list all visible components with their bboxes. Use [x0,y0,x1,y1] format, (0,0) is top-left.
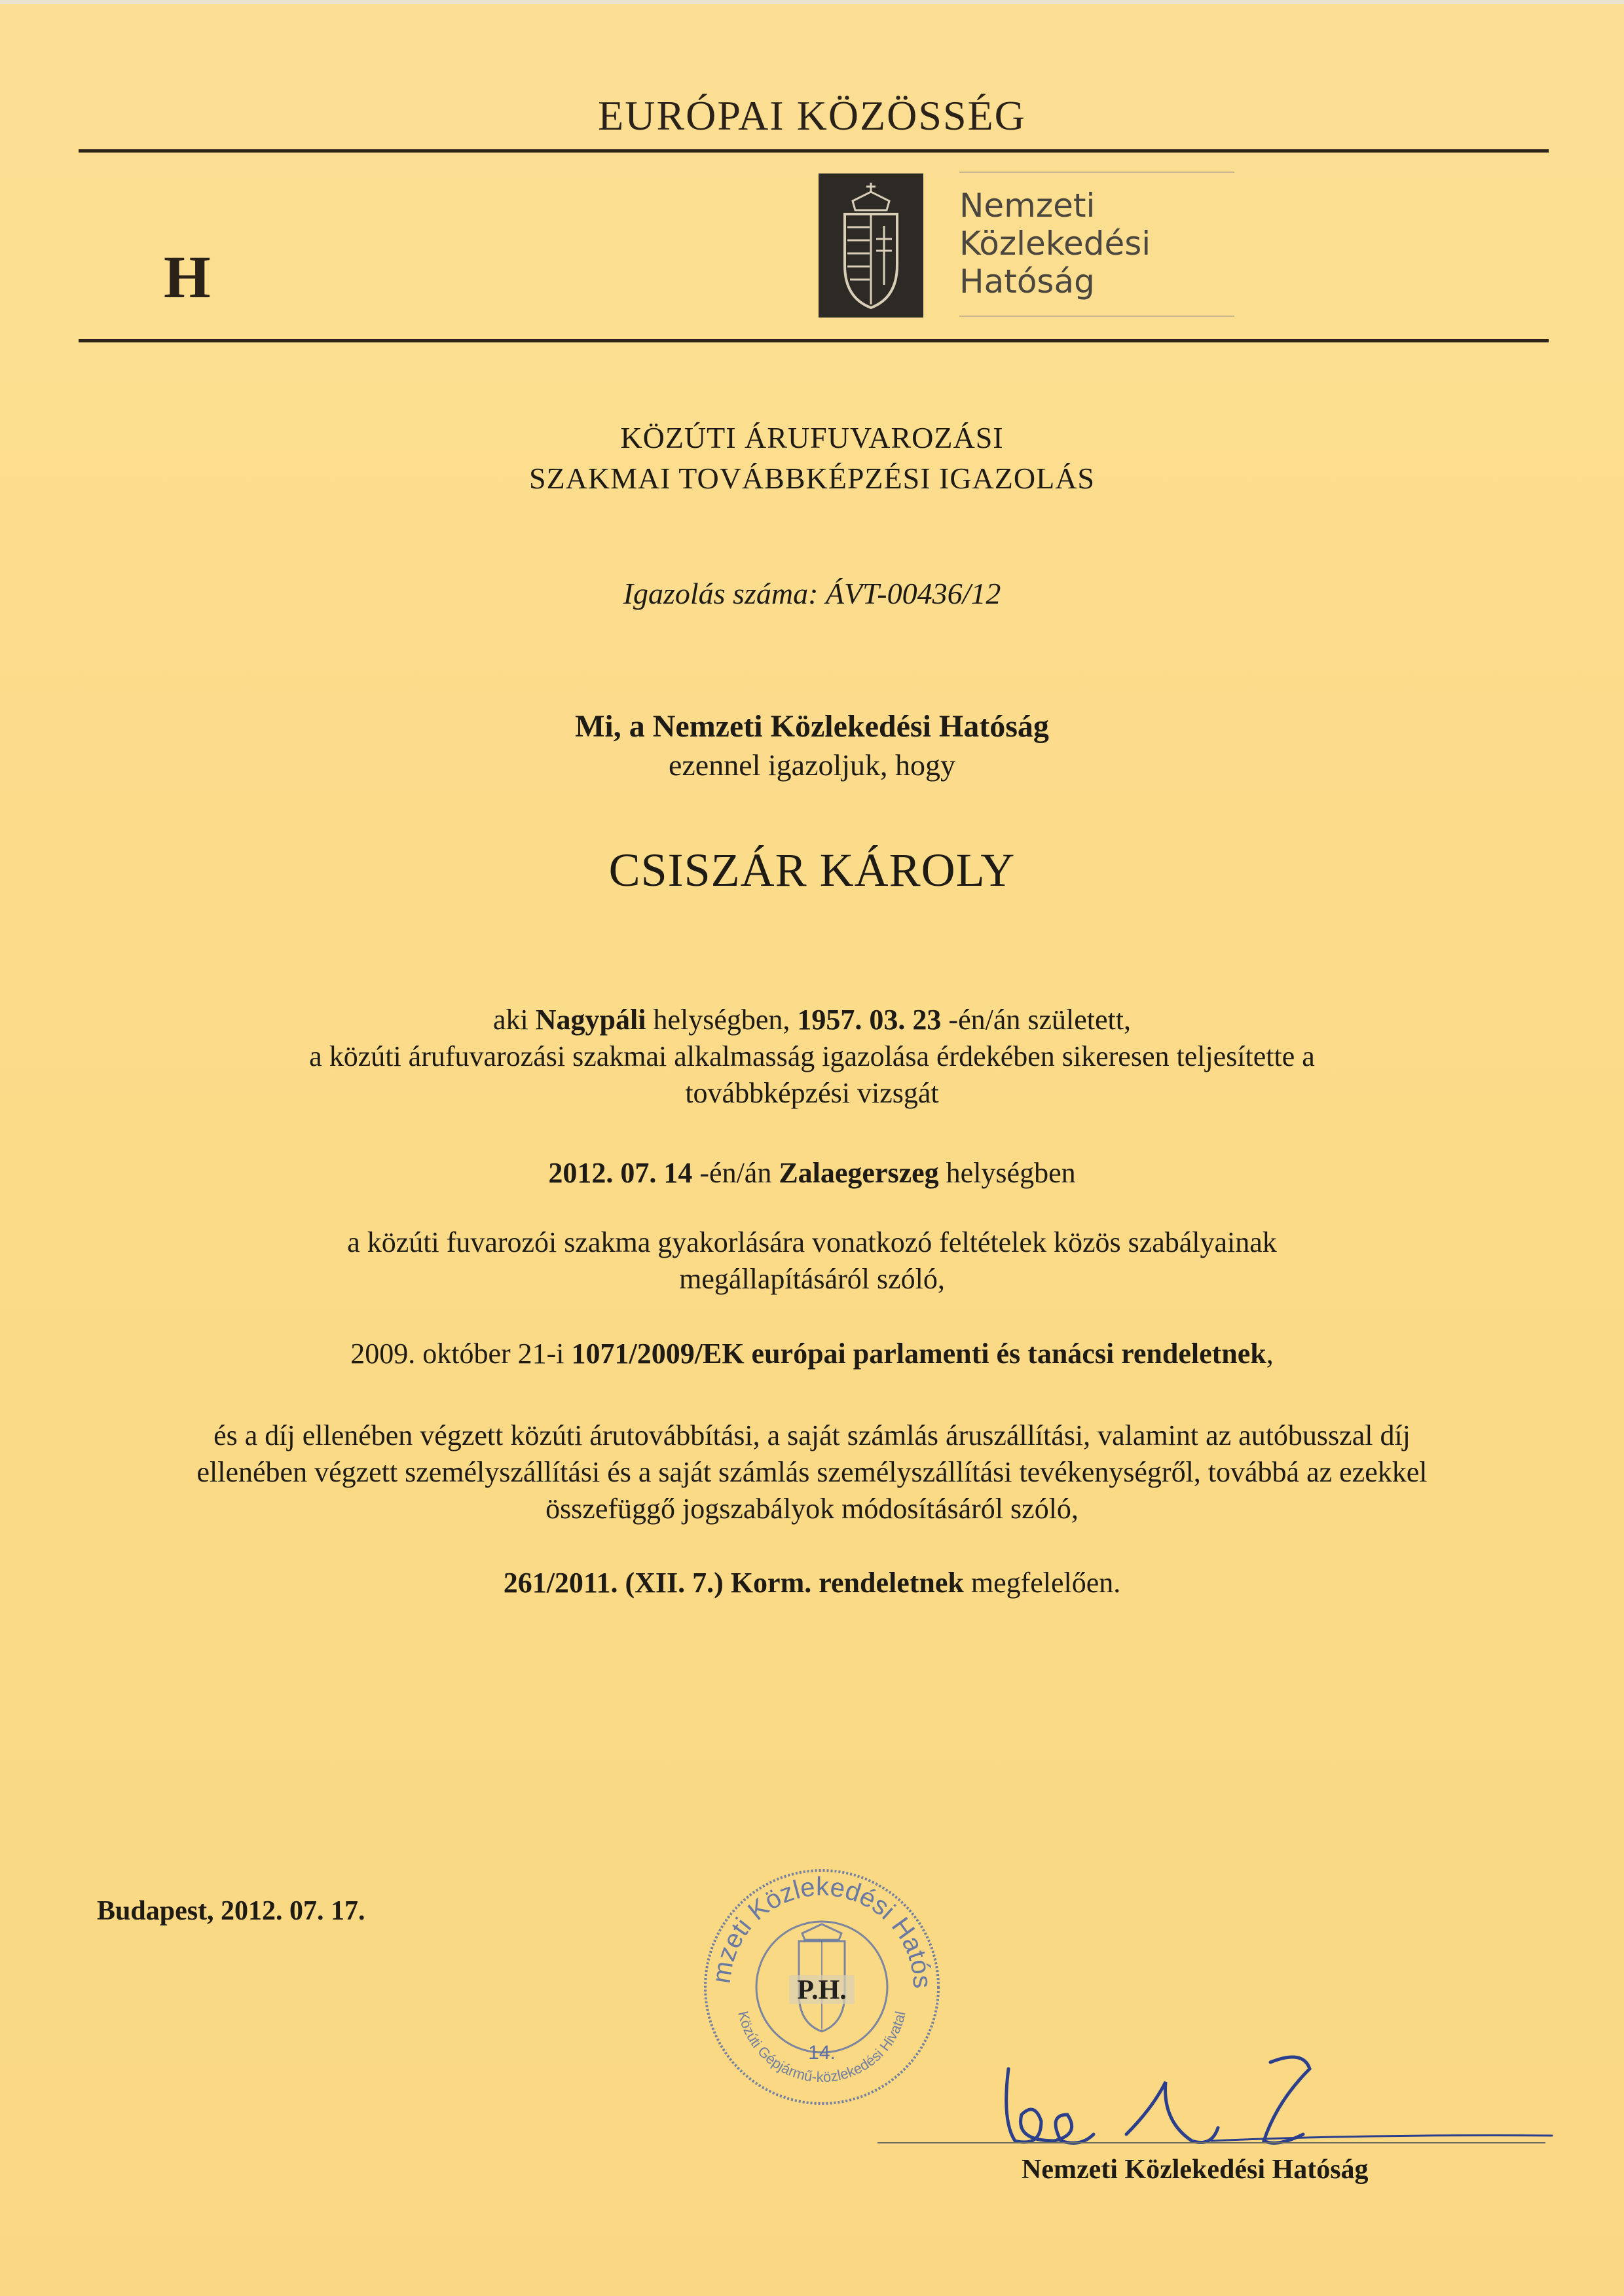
agency-logo-line-bottom [959,316,1234,317]
certificate-number-value: ÁVT-00436/12 [825,577,1001,610]
hu-regulation-suffix: megfelelően. [970,1567,1121,1599]
stamp-ring-bottom: Közúti Gépjármű-közlekedési Hivatal [735,2009,909,2086]
birth-place: Nagypáli [535,1004,646,1036]
agency-line-1: Nemzeti [959,187,1096,225]
birth-line-3: továbbképzési vizsgát [685,1077,939,1109]
coat-of-arms-icon [819,173,923,318]
birth-line-2: a közúti árufuvarozási szakmai alkalmasság igazolása érdekében sikeresen teljesítette a [309,1040,1315,1072]
conditions-line-1: a közúti fuvarozói szakma gyakorlására vonatkozó feltételek közös szabályainak [347,1226,1277,1258]
eu-regulation-name: 1071/2009/EK európai parlamenti és tanácsi rendeletnek [571,1338,1266,1370]
header-title: EURÓPAI KÖZÖSSÉG [598,92,1026,139]
scan-edge [0,0,1624,4]
hu-regulation-line-1: és a díj ellenében végzett közúti árutovábbítási, a saját számlás áruszállítási, valamint az autóbusszal díj [213,1419,1411,1451]
birth-paragraph [0,1002,1624,1112]
stamp-center-text: P.H. [797,1975,847,2005]
exam-date: 2012. 07. 14 [548,1157,693,1189]
birth-mid: helységben, [653,1004,790,1036]
hu-regulation-name: 261/2011. (XII. 7.) Korm. rendeletnek [503,1567,964,1599]
hu-regulation-line [0,1565,1624,1601]
birth-prefix: aki [493,1004,528,1036]
eu-regulation-line [0,1336,1624,1372]
hu-regulation-line-2: ellenében végzett személyszállítási és a saját számlás személyszállítási tevékenységről, továbbá az ezekkel [196,1456,1428,1488]
stamp-number: 14. [808,2042,836,2064]
header-rule-top [79,149,1549,153]
certificate-number [0,576,1624,611]
conditions-line-2: megállapításáról szóló, [679,1263,945,1295]
issuer-subline: ezennel igazoljuk, hogy [668,748,956,782]
country-code: H [164,244,211,310]
exam-place: Zalaegerszeg [779,1157,939,1189]
issuer-line: Mi, a Nemzeti Közlekedési Hatóság [575,709,1049,744]
signature-label: Nemzeti Közlekedési Hatóság [1022,2155,1369,2185]
stamp-seal-icon [697,1863,946,2111]
stamp-ring-top: mzeti Közlekedési Hatós [707,1872,937,1990]
hu-regulation-line-3: összefüggő jogszabályok módosításáról szóló, [545,1493,1079,1525]
place-and-date: Budapest, 2012. 07. 17. [97,1896,365,1926]
exam-line [0,1155,1624,1192]
eu-regulation-suffix: , [1266,1338,1274,1370]
agency-logo-line-top [959,172,1234,173]
agency-line-2: Közlekedési [959,225,1151,263]
certificate-title-line-1: KÖZÚTI ÁRUFUVAROZÁSI [620,421,1004,454]
signature-line [877,2142,1545,2143]
birth-suffix: -én/án született, [948,1004,1131,1036]
official-stamp [697,1863,946,2111]
certificate-number-label: Igazolás száma: [623,577,819,610]
certificate-title [0,418,1624,499]
header-rule-bottom [79,339,1549,342]
exam-mid: -én/án [699,1157,772,1189]
hu-regulation-paragraph [98,1417,1526,1527]
certificate-title-line-2: SZAKMAI TOVÁBBKÉPZÉSI IGAZOLÁS [529,462,1095,495]
conditions-paragraph [0,1224,1624,1298]
birth-line-1 [0,1002,1624,1038]
coat-of-arms-logo [819,173,923,318]
exam-suffix: helységben [946,1157,1076,1189]
holder-name: CSISZÁR KÁROLY [608,844,1016,896]
agency-line-3: Hatóság [959,263,1095,301]
agency-name-logo [959,187,1151,301]
birth-date: 1957. 03. 23 [797,1004,942,1036]
eu-regulation-prefix: 2009. október 21-i [350,1338,564,1370]
